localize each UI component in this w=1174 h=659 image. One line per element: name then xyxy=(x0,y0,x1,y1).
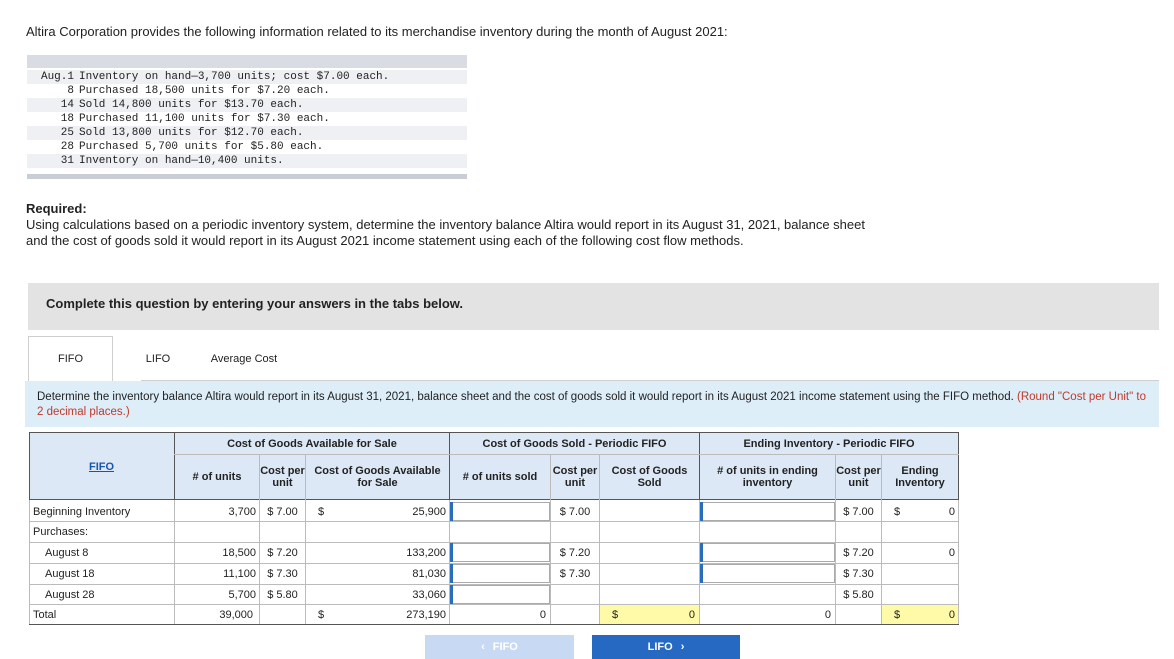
required-body: Using calculations based on a periodic inventory system, determine the inventory balance Altira would report in its August 31, 2021, balance sheet and the cost of goods sold it would report in its August 2021 income statement using each of the following cost flow methods. xyxy=(26,217,865,248)
col-header-ending-cost-per-unit: Cost per unit xyxy=(836,465,881,489)
chevron-right-icon: › xyxy=(680,641,685,653)
problem-intro: Altira Corporation provides the following information related to its merchandise inventory during the month of August 2021: xyxy=(26,24,728,39)
row-label: Total xyxy=(33,608,57,621)
required-title: Required: xyxy=(26,201,87,216)
data-line: Aug.1 Inventory on hand—3,700 units; cost $7.00 each. xyxy=(27,70,467,84)
col-header-cogas: Cost of Goods Available for Sale xyxy=(314,465,441,489)
total-cogs: 0 xyxy=(688,608,695,621)
row-label: August 18 xyxy=(45,568,95,580)
prev-tab-button[interactable]: ‹ FIFO xyxy=(425,635,574,659)
col-header-ending-units: # of units in ending inventory xyxy=(717,465,818,489)
col-header-sold-cost-per-unit: Cost per unit xyxy=(552,465,598,489)
data-line: 28 Purchased 5,700 units for $5.80 each. xyxy=(60,141,324,153)
col-header-units-sold: # of units sold xyxy=(462,471,538,483)
row-label-header: FIFO xyxy=(88,461,115,473)
ending-units-input-beginning[interactable] xyxy=(700,502,835,521)
col-header-units: # of units xyxy=(192,471,242,483)
question-box xyxy=(25,381,1159,427)
instructions-bar xyxy=(28,283,1159,330)
data-line: 25 Sold 13,800 units for $12.70 each. xyxy=(27,126,467,140)
total-ending-inventory: 0 xyxy=(948,608,955,621)
data-line: 31 Inventory on hand—10,400 units. xyxy=(27,154,467,168)
row-label: August 28 xyxy=(45,588,95,601)
rounding-note: (Round "Cost per Unit" to 2 decimal places.) xyxy=(37,391,1146,418)
col-header-cost-per-unit: Cost per unit xyxy=(260,465,305,489)
chevron-left-icon: ‹ xyxy=(481,641,485,653)
inventory-data-block xyxy=(27,55,467,179)
header-ending-group: Ending Inventory - Periodic FIFO xyxy=(743,438,915,450)
data-line: 18 Purchased 11,100 units for $7.30 each. xyxy=(60,113,330,125)
ending-units-input-aug18[interactable] xyxy=(700,564,835,583)
ending-units-input-aug8[interactable] xyxy=(700,543,835,562)
units-sold-input-aug18[interactable] xyxy=(450,564,550,583)
header-cogas-group: Cost of Goods Available for Sale xyxy=(227,438,397,450)
row-label: Purchases: xyxy=(33,526,89,538)
header-cogs-group: Cost of Goods Sold - Periodic FIFO xyxy=(482,438,667,450)
question-text: Determine the inventory balance Altira would report in its August 31, 2021, balance sheet and the cost of goods sold it would report in its August 2021 income statement using the FIFO method. (Round "Cost per Unit" to 2 decimal places.) xyxy=(37,391,1146,418)
inventory-data-lines xyxy=(27,70,467,168)
col-header-ending-inventory: Ending Inventory xyxy=(895,465,945,489)
units-sold-input-aug28[interactable] xyxy=(450,585,550,604)
units-sold-input-beginning[interactable] xyxy=(450,502,550,521)
instructions-text: Complete this question by entering your answers in the tabs below. xyxy=(46,296,464,311)
units-sold-input-aug8[interactable] xyxy=(450,543,550,562)
tab-lifo[interactable]: LIFO xyxy=(116,336,200,381)
row-label: August 8 xyxy=(45,547,89,559)
next-tab-button[interactable]: LIFO › xyxy=(592,635,740,659)
tab-fifo[interactable]: FIFO xyxy=(28,336,113,381)
data-line: 14 Sold 14,800 units for $13.70 each. xyxy=(27,98,467,112)
col-header-cogs: Cost of Goods Sold xyxy=(611,465,688,489)
fifo-table: Cost of Goods Available for Sale Cost of Goods Sold - Periodic FIFO Ending Inventory - Periodic FIFO FIFO # of units Cost per unit Cost of Goods Available for Sale # of units sold Cost per unit Cost of Goods Sold # of units in ending inventory Cost per unit Ending Inventory Beginning Inventory 3,700 $ 7.00 $ 25,900 $ 7.00 $ 7.00 $ 0 Purchases: August 8 18,500 $ 7.20 133,200 $ 7.20 $ 7.20 0 August 18 11,100 $ 7.30 81,030 $ 7.30 $ 7.30 August 28 5,700 $ 5.80 33,060 $ 5.80 Total 39,000 $ 273,190 0 $ 0 0 $ 0 xyxy=(29,432,959,624)
row-label: Beginning Inventory xyxy=(33,505,131,518)
tab-average-cost[interactable]: Average Cost xyxy=(204,336,284,381)
data-line: 8 Purchased 18,500 units for $7.20 each. xyxy=(67,85,330,97)
